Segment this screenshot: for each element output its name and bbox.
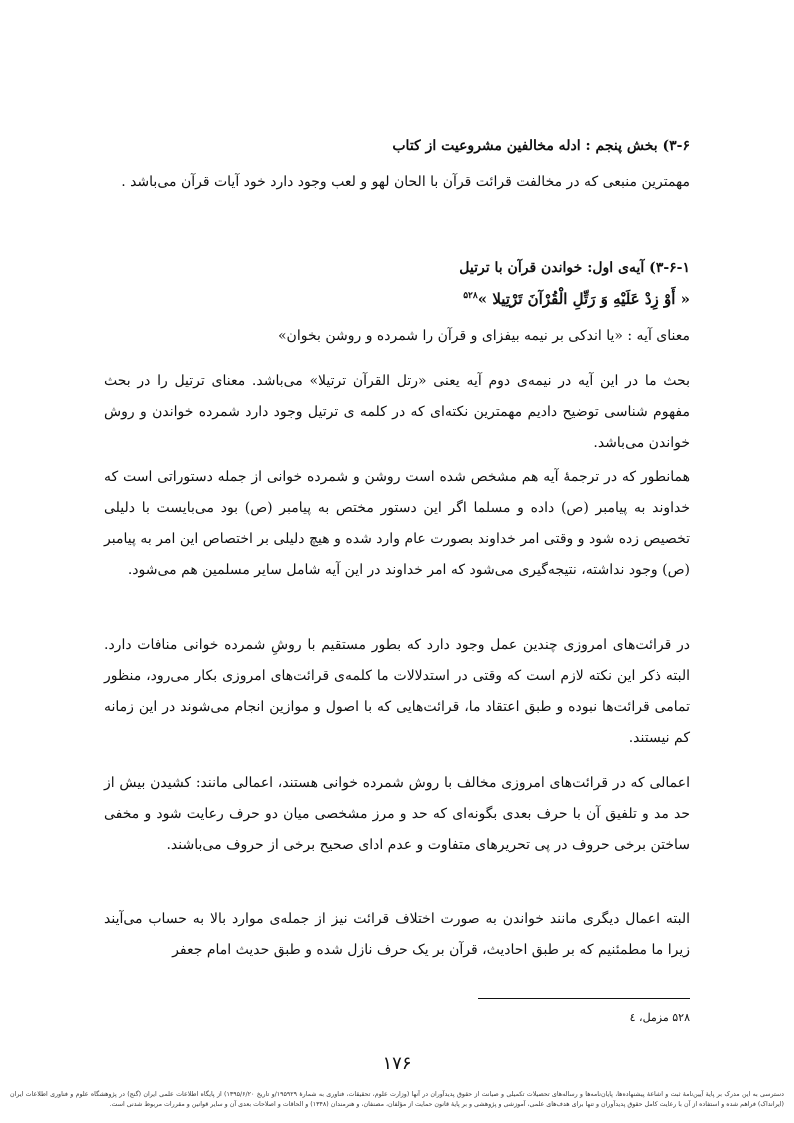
footnote-ref: ۵۲۸ (463, 291, 478, 301)
section-heading: ۳-۶) بخش پنجم : ادله مخالفین مشروعیت از کتاب (392, 138, 690, 154)
footnote-divider (478, 998, 690, 999)
quran-verse (104, 284, 690, 311)
paragraph-5: البته اعمال دیگری مانند خواندن به صورت اختلاف قرائت نیز از جمله‌ی موارد بالا به حساب می‌آیند زیرا ما مطمئنیم که بر طبق احادیث، قرآن بر یک حرف نازل شده و طبق حدیث امام جعفر (104, 911, 690, 958)
footnote: ۵۲۸ مزمل، ٤ (629, 1011, 690, 1024)
verse-meaning: معنای آیه : «یا اندکی بر نیمه بیفزای و قرآن را شمرده و روشن بخوان» (277, 328, 690, 344)
paragraph-4: اعمالی که در قرائت‌های امروزی مخالف با روش شمرده خوانی هستند، اعمالی مانند: کشیدن بیش از حد مد و تلفیق آن با حرف بعدی بگونه‌ای که حد و مرز مشخصی میان دو حرف رعایت شود و مخفی ساختن برخی حروف در پی تحریرهای متفاوت و عدم ادای صحیح برخی از حروف می‌باشند. (104, 775, 690, 853)
section-intro: مهمترین منبعی که در مخالفت قرائت قرآن با الحان لهو و لعب وجود دارد خود آیات قرآن می‌باشد . (121, 174, 690, 190)
copyright-footer: دسترسی به این مدرک بر پایهٔ آیین‌نامهٔ ثبت و اشاعهٔ پیشنهاده‌ها، پایان‌نامه‌ها و رساله‌های تحصیلات تکمیلی و صیانت از حقوق پدیدآوران در آنها (وزارت علوم، تحقیقات، فناوری به شمارهٔ ۱۹۵۹۲۹/و تاریخ ۱۳۹۵/۶/۲۰) از پایگاه اطلاعات علمی ایران (گنج) در پژوهشگاه علوم و فناوری اطلاعات ایران (ایرانداک) فراهم شده و استفاده از آن با رعایت کامل حقوق پدیدآوران و تنها برای هدف‌های علمی، آموزشی و پژوهشی و بر پایهٔ قانون حمایت از مؤلفان، مصنفان، و هنرمندان (۱۳۴۸) و الحاقات و اصلاحات بعدی آن و سایر قوانین و مقررات مربوط شدنی است. (10, 1091, 784, 1108)
verse-text: « أَوْ زِدْ عَلَيْهِ وَ رَتِّلِ الْقُرْآنَ تَرْتِيلا » (477, 290, 690, 308)
paragraph-3: در قرائت‌های امروزی چندین عمل وجود دارد که بطور مستقیم با روشِ شمرده خوانی منافات دارد. البته ذکر این نکته لازم است که وقتی در استدلالات ما کلمه‌ی قرائت‌های امروزی بکار می‌رود، منظور تمامی قرائت‌ها نبوده و طبق اعتقاد ما، قرائت‌هایی که با اصول و موازین انجام می‌شوند در این زمانه کم نیستند. (104, 637, 690, 746)
paragraph-2: همانطور که در ترجمهٔ آیه هم مشخص شده است روشن و شمرده خوانی از جمله دستوراتی است که خداوند به پیامبر (ص) داده و مسلما اگر این دستور مختص به پیامبر (ص) بود می‌بایست با دلیلی تخصیص زده شود و وقتی امر خداوند بصورت عام وارد شده و هیچ دلیلی بر اختصاص این امر به پیامبر (ص) وجود نداشته، نتیجه‌گیری می‌شود که امر خداوند در این آیه شامل سایر مسلمین هم می‌شود. (104, 469, 690, 578)
subsection-heading: ۳-۶-۱) آیه‌ی اول: خواندن قرآن با ترتیل (459, 260, 690, 276)
page-number: ۱۷۶ (382, 1053, 412, 1074)
paragraph-1: بحث ما در این آیه در نیمه‌ی دوم آیه یعنی «رتل القرآن ترتیلا» می‌باشد. معنای ترتیل را در بحث مفهوم شناسی توضیح دادیم مهمترین نکته‌ای که در کلمه ی ترتیل وجود دارد شمرده خواندن و روش خواندن می‌باشد. (104, 373, 690, 451)
